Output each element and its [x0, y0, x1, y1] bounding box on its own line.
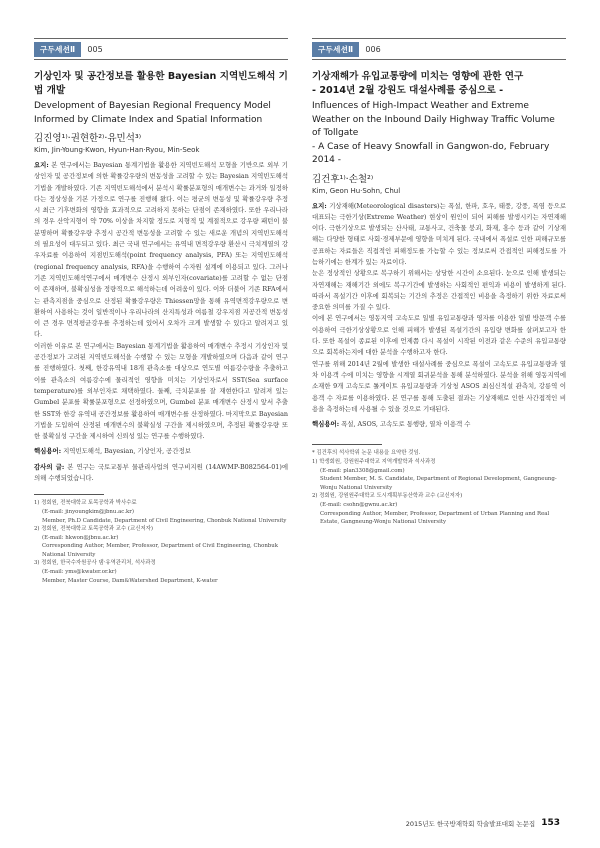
abstract-paragraph: 이에 본 연구에서는 영동지역 고속도로 일별 유입교통량과 영자를 이용한 일별 방문객 수를 이용하여 극한기상상황으로 인해 피해가 발생된 폭설기간의 유입량 변화를 살펴보고자 한다. 또한 폭설이 종료된 이후에 언제쯤 다시 폭설이 시작된 이전과 같은 수준의 유입교통량으로 회복하는지에 대한 분석을 수행하고자 한다.: [312, 314, 566, 357]
footnotes: [34, 499, 288, 585]
footnote: (E-mail: plan3308@gmail.com): [320, 467, 405, 474]
article-subtitle-en: - A Case of Heavy Snowfall in Gangwon-do, February 2014 -: [312, 141, 550, 165]
authors-en: Kim, Jin-Young·Kwon, Hyun-Han·Ryou, Min-Seok: [34, 146, 200, 154]
footnote: (E-mail: jinyoungkim@jbnu.ac.kr): [42, 508, 134, 515]
session-label: 구두세션Ⅱ: [312, 42, 359, 57]
authors-en: Kim, Geon Hu·Sohn, Chul: [312, 186, 401, 195]
authors-ko: 김진영¹⁾·권현한²⁾·유민석³⁾: [34, 133, 142, 144]
footnote: 3) 정회원, 한국수자원공사 댐·유역관리처, 석사과정: [34, 560, 156, 567]
abstract-body: [312, 201, 566, 431]
abstract-paragraph: 요지: 기상재해(Meteorological disasters)는 폭설, 한파, 호우, 태풍, 강풍, 폭염 등으로 대표되는 극한기상(Extreme Weather) 현상이 원인이 되어 피해를 발생시키는 자연재해이다. 극한기상으로 발생되는 산사태, 교통사고, 건축물 붕괴, 화재, 홍수 등과 같이 기상재해는 다양한 형태로 사회·경제부문에 영향을 미치게 된다. 국내에서 폭설로 인한 피해규모를 공표하는 자료들은 직접적인 피해정도를 가늠할 수 있는 정보로써 간접적인 피해정도를 가늠하기에는 한계가 있는 자료이다.: [312, 201, 566, 266]
footnote: Student Member, M. S. Candidate, Department of Regional Development, Gangneung-Wonju National University: [320, 476, 557, 491]
authors-ko: 김건후¹⁾·손철²⁾: [312, 173, 374, 185]
footnote: Corresponding Author, Member, Professor, Department of Urban Planning and Real Estate, Gangneung-Wonju National University: [320, 510, 550, 526]
footnote: 2) 정회원, 전북대학교 토목공학과 교수 (교신저자): [34, 526, 153, 533]
footnote-rule: [312, 444, 382, 445]
abstract-paragraph: 요지: 본 연구에서는 Bayesian 통계기법을 활용한 지역빈도해석 모형을 기반으로 외부 기상인자 및 공간정보에 의한 확률강우량의 변동성을 고려할 수 있는 Bayesian 지역빈도해석 기법을 개발하였다. 기존 지역빈도해석에서 분석시 확률분포형의 매개변수는 과거와 일정하다는 정상성을 기본 가정으로 연구를 진행해 왔다. 이는 평균의 변동성 및 확률강우량 추정시 최근 기후변화의 영향을 효과적으로 고려하지 못하는 단점이 존재하였다. 또한 우리나라의 경우 산악지형이 약 70% 이상을 차지할 정도로 지형적 및 계절적으로 강우량 패턴이 불분명하며 확률강우량 추정시 공간적 변동성을 고려할 수 있는 새로운 개념의 지역빈도해석의 필요성이 대두되고 있다. 최근 국내 연구에서는 유역내 면적강우량 환산시 극치계열의 강우자료를 이용하여 지점빈도해석(point frequency analysis, PFA) 또는 지역빈도해석(regional frequency analysis, RFA)을 수행하여 수자원 설계에 이용되고 있다. 그러나 기존 지역빈도해석연구에서 매개변수 산정시 외부인자(covariate)를 고려할 수 없는 단점이 존재하며, 불확실성을 정량적으로 해석하는데 어려움이 있다. 이와 더불어 기존 RFA에서는 관측지점을 중심으로 산정된 확률강우량은 Thiessen망을 통해 유역면적강우량으로 변환하여 사용하는 것이 일반적이나 우리나라의 산지특성과 여름철 강우지점 지공간적 변동성이 큰 경우 면적평균강우를 추정하는데 있어서 오차가 크게 발생할 수 있다고 알려지고 있다.: [34, 161, 288, 339]
abstract-body: [34, 160, 288, 484]
article-title-en: Influences of High-Impact Weather and Extreme Weather on the Inbound Daily Highway Traffic Volume of Tollgate: [312, 101, 555, 138]
article-title-ko: 기상재해가 유입교통량에 미치는 영향에 관한 연구: [312, 71, 524, 82]
footnote: Member, Ph.D Candidate, Department of Civil Engineering, Chonbuk National University: [42, 517, 287, 524]
session-header: [312, 38, 566, 60]
keywords: 핵심용어: 지역빈도해석, Bayesian, 기상인자, 공간정보: [34, 447, 191, 456]
footnote: 1) 학생회원, 강원원주대학교 지역개발학과 석사과정: [312, 459, 436, 466]
abstract-paragraph: 눈은 정상적인 상황으로 복구하기 위해서는 상당한 시간이 소요된다. 눈으로 인해 발생되는 자연재해는 재해기간 외에도 복구기간에 발생하는 사회적인 편익과 비용이 발생하게 된다. 따라서 폭설기간 이후에 회복되는 기간의 추정은 간접적인 비용을 측정하기 위한 자료로써 중요한 의미를 가질 수 있다.: [312, 269, 566, 312]
session-header: [34, 38, 288, 60]
right-article: [312, 38, 566, 527]
footnote: Corresponding Author, Member, Professor, Department of Civil Engineering, Chonbuk National University: [42, 543, 278, 558]
session-number: 005: [87, 44, 103, 54]
session-label: 구두세션Ⅱ: [34, 42, 81, 57]
footnotes: [312, 449, 566, 526]
abstract-paragraph: 이러한 이유로 본 연구에서는 Bayesian 통계기법을 활용하여 매개변수 추정시 기상인자 및 공간정보가 고려된 지역빈도해석을 수행할 수 있는 모형을 개발하였으며 다음과 같이 연구를 진행하였다. 첫째, 한강유역내 18개 관측소를 대상으로 연도별 여름강수량을 추출하고 이를 관측소의 여름강수에 물리적인 영향을 미치는 기상인자로서 SST(Sea surface temperature)를 외부인자로 채택하였다. 둘째, 극치분포를 잘 재현한다고 알려져 있는 Gumbel 분포를 확률분포형으로 선정하였으며, Gumbel 분포 매개변수 산정시 앞서 추출한 SST와 한강 유역내 공간정보를 활용하여 매개변수를 산정하였다. 마지막으로 Bayesian 기법을 도입하여 산정된 매개변수의 불확실성 구간을 제시하였으며, 추정된 확률강우량 또한 불확실성 구간을 제시하여 신뢰성 있는 연구를 수행하였다.: [34, 341, 288, 441]
page-number: 153: [541, 818, 560, 828]
session-number: 006: [365, 44, 381, 54]
abstract-lead: 요지:: [34, 161, 49, 169]
article-title-ko: 기상인자 및 공간정보를 활용한 Bayesian 지역빈도해석 기법 개발: [34, 71, 288, 96]
footnote: * 김건후의 석사학위 논문 내용을 요약한 것임.: [312, 450, 421, 457]
footnote-rule: [34, 494, 104, 495]
footnote: (E-mail: hkwon@jbnu.ac.kr): [42, 534, 119, 541]
footnote: 2) 정회원, 강원원주대학교 도시계획부동산학과 교수 (교신저자): [312, 493, 463, 500]
footnote: 1) 정회원, 전북대학교 토목공학과 박사수료: [34, 500, 137, 507]
footnote: Member, Master Course, Dam&Watershed Department, K-water: [42, 577, 218, 584]
journal-name: 2015년도 한국방재학회 학술발표대회 논문집: [405, 819, 536, 828]
footnote: (E-mail: csohn@gwnu.ac.kr): [320, 502, 398, 508]
keywords: 핵심용어: 폭설, ASOS, 고속도로 통행량, 열차 이용객 수: [312, 420, 471, 429]
abstract-lead: 요지:: [312, 201, 327, 210]
acknowledgement: 감사의 글: 본 연구는 국토교통부 물관리사업의 연구비지원 (14AWMP-B082564-01)에 의해 수행되었습니다.: [34, 462, 288, 483]
abstract-paragraph: 연구를 위해 2014년 2월에 발생한 대설사례를 중심으로 폭설이 고속도로 유입교통량과 열차 이용객 수에 미치는 영향을 시계열 회귀분석을 통해 분석하였다. 분석을 위해 영동지역에 소재한 9개 고속도로 톨게이트 유입교통량과 기상청 ASOS 최심신적설 관측치, 강릉역 이용객 수 자료를 이용하였다. 본 연구를 통해 도출된 결과는 기상재해로 인한 사간접적인 비용을 측정하는데 사용될 수 있을 것으로 기대된다.: [312, 359, 566, 413]
article-subtitle-ko: - 2014년 2월 강원도 대설사례를 중심으로 -: [312, 85, 504, 96]
article-title-en: Development of Bayesian Regional Frequency Model Informed by Climate Index and Spatial Information: [34, 101, 271, 125]
footnote: (E-mail: yms@kwater.or.kr): [42, 569, 117, 576]
page-footer: [406, 818, 560, 828]
left-article: [34, 38, 288, 585]
